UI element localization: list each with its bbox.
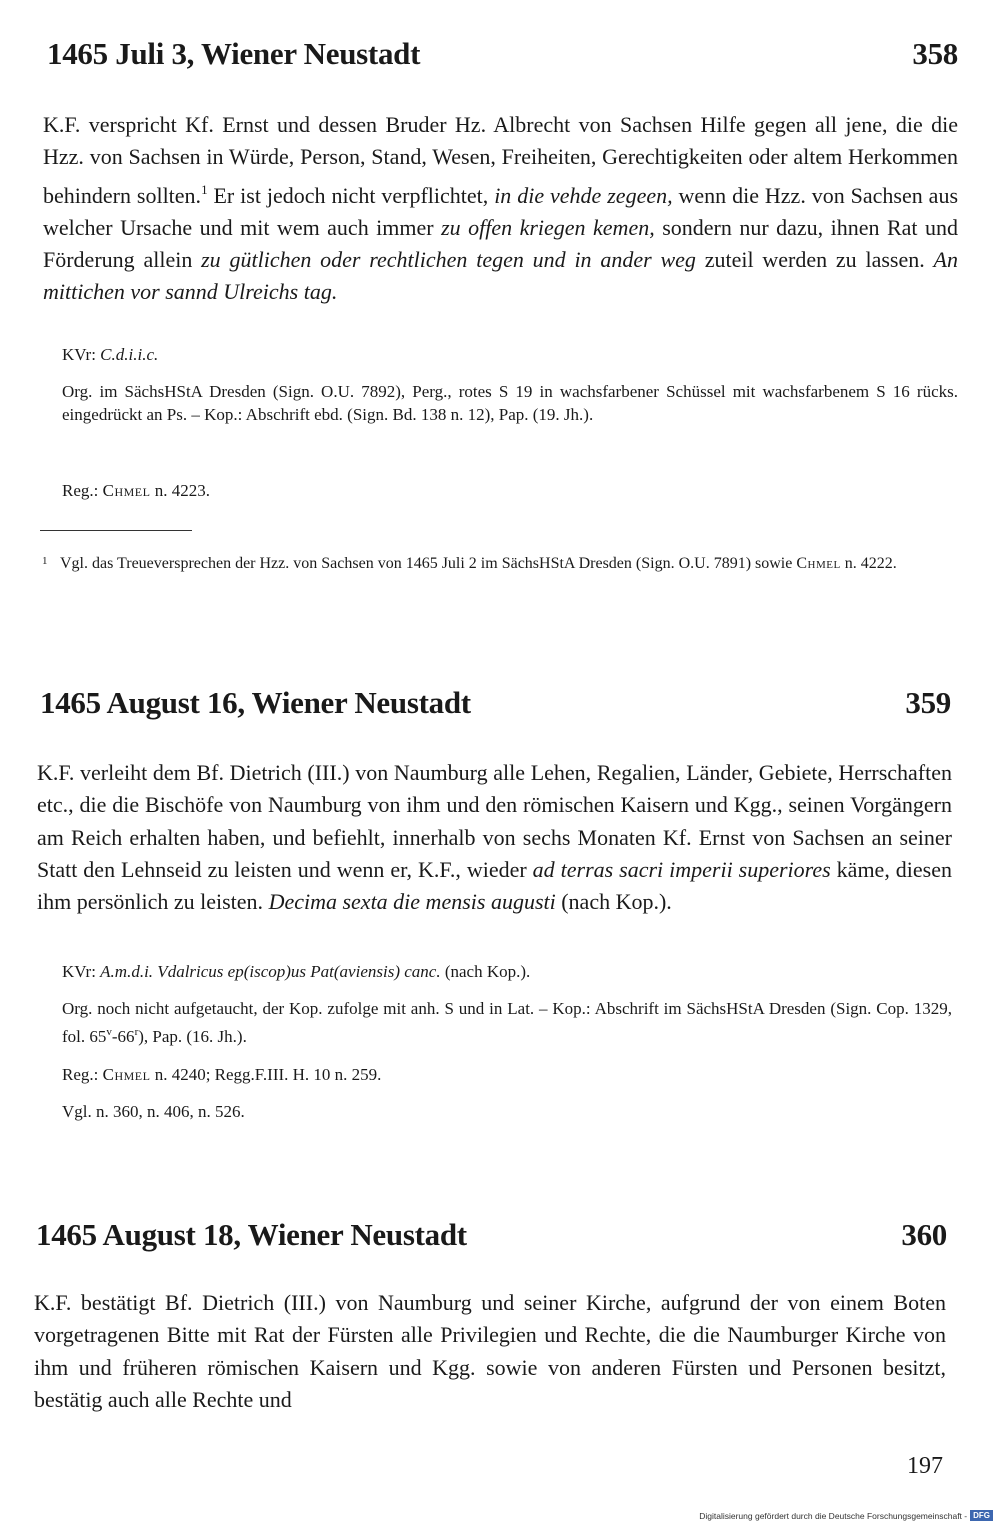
kvr-line: KVr: C.d.i.i.c. xyxy=(62,345,159,364)
entry-date-place: 1465 Juli 3, Wiener Neustadt xyxy=(47,36,421,71)
entry-heading xyxy=(47,36,958,72)
footnote-rule xyxy=(40,530,192,531)
entry-summary: K.F. bestätigt Bf. Dietrich (III.) von Naumburg und seiner Kirche, aufgrund der von einem Boten vorgetragenen Bitte mit Rat der Fürsten alle Privilegien und Rechte, die die Naumburger Kirche von ihm und früheren römischen Kaisern und Kgg. sowie von anderen Fürsten und Personen besitzt, bestätig auch alle Rechte und xyxy=(34,1290,946,1412)
original-note: Org. im SächsHStA Dresden (Sign. O.U. 7892), Perg., rotes S 19 in wachsfarbener Schüssel mit wachsfarbenem S 16 rücks. eingedrückt an Ps. – Kop.: Abschrift ebd. (Sign. Bd. 138 n. 12), Pap. (19. Jh.). xyxy=(62,382,958,424)
entry-heading xyxy=(40,685,951,721)
original-note: Org. noch nicht aufgetaucht, der Kop. zufolge mit anh. S und in Lat. – Kop.: Abschrift im SächsHStA Dresden (Sign. Cop. 1329, fol. 65$^v$-66$^r$), Pap. (16. Jh.). xyxy=(62,999,952,1046)
entry-date-place: 1465 August 18, Wiener Neustadt xyxy=(36,1217,467,1252)
entry-summary: K.F. verleiht dem Bf. Dietrich (III.) von Naumburg alle Lehen, Regalien, Länder, Gebiete, Herrschaften etc., die die Bischöfe von Naumburg von ihm und den römischen Kaisern und Kgg., seinen Vorgängern am Reich erhalten haben, und befiehlt, innerhalb von sechs Monaten Kf. Ernst von Sachsen an seiner Statt den Lehnseid zu leisten und wenn er, K.F., wieder ad terras sacri imperii superiores käme, diesen ihm persönlich zu leisten. Decima sexta die mensis augusti (nach Kop.). xyxy=(37,760,952,915)
regest-line: Reg.: Chmel n. 4223. xyxy=(62,481,210,500)
footnote: 1 Vgl. das Treueversprechen der Hzz. von Sachsen von 1465 Juli 2 im SächsHStA Dresden (Sign. O.U. 7891) sowie Chmel n. 4222. xyxy=(42,555,897,572)
entry-number: 360 xyxy=(901,1217,947,1252)
page-number: 197 xyxy=(907,1453,943,1479)
entry-number: 358 xyxy=(912,36,958,71)
dfg-logo: DFG xyxy=(970,1510,993,1521)
entry-heading xyxy=(36,1217,947,1253)
footnote-ref: 1 xyxy=(201,181,208,197)
entry-number: 359 xyxy=(905,685,951,720)
cross-reference: Vgl. n. 360, n. 406, n. 526. xyxy=(62,1102,245,1121)
digitization-credit xyxy=(699,1510,993,1521)
credit-text: Digitalisierung gefördert durch die Deutsche Forschungsgemeinschaft - xyxy=(699,1510,968,1521)
entry-summary: K.F. verspricht Kf. Ernst und dessen Bruder Hz. Albrecht von Sachsen Hilfe gegen all jene, die die Hzz. von Sachsen in Würde, Person, Stand, Wesen, Freiheiten, Gerechtigkeiten oder altem Herkommen behindern sollten.$^1$ Er ist jedoch nicht verpflichtet, in die vehde zegeen, wenn die Hzz. von Sachsen aus welcher Ursache und mit wem auch immer zu offen kriegen kemen, sondern nur dazu, ihnen Rat und Förderung allein zu gütlichen oder rechtlichen tegen und in ander weg zuteil werden zu lassen. An mittichen vor sannd Ulreichs tag. xyxy=(43,112,959,305)
regest-line: Reg.: Chmel n. 4240; Regg.F.III. H. 10 n. 259. xyxy=(62,1065,382,1084)
entry-date-place: 1465 August 16, Wiener Neustadt xyxy=(40,685,471,720)
kvr-line: KVr: A.m.d.i. Vdalricus ep(iscop)us Pat(aviensis) canc. (nach Kop.). xyxy=(62,962,531,981)
